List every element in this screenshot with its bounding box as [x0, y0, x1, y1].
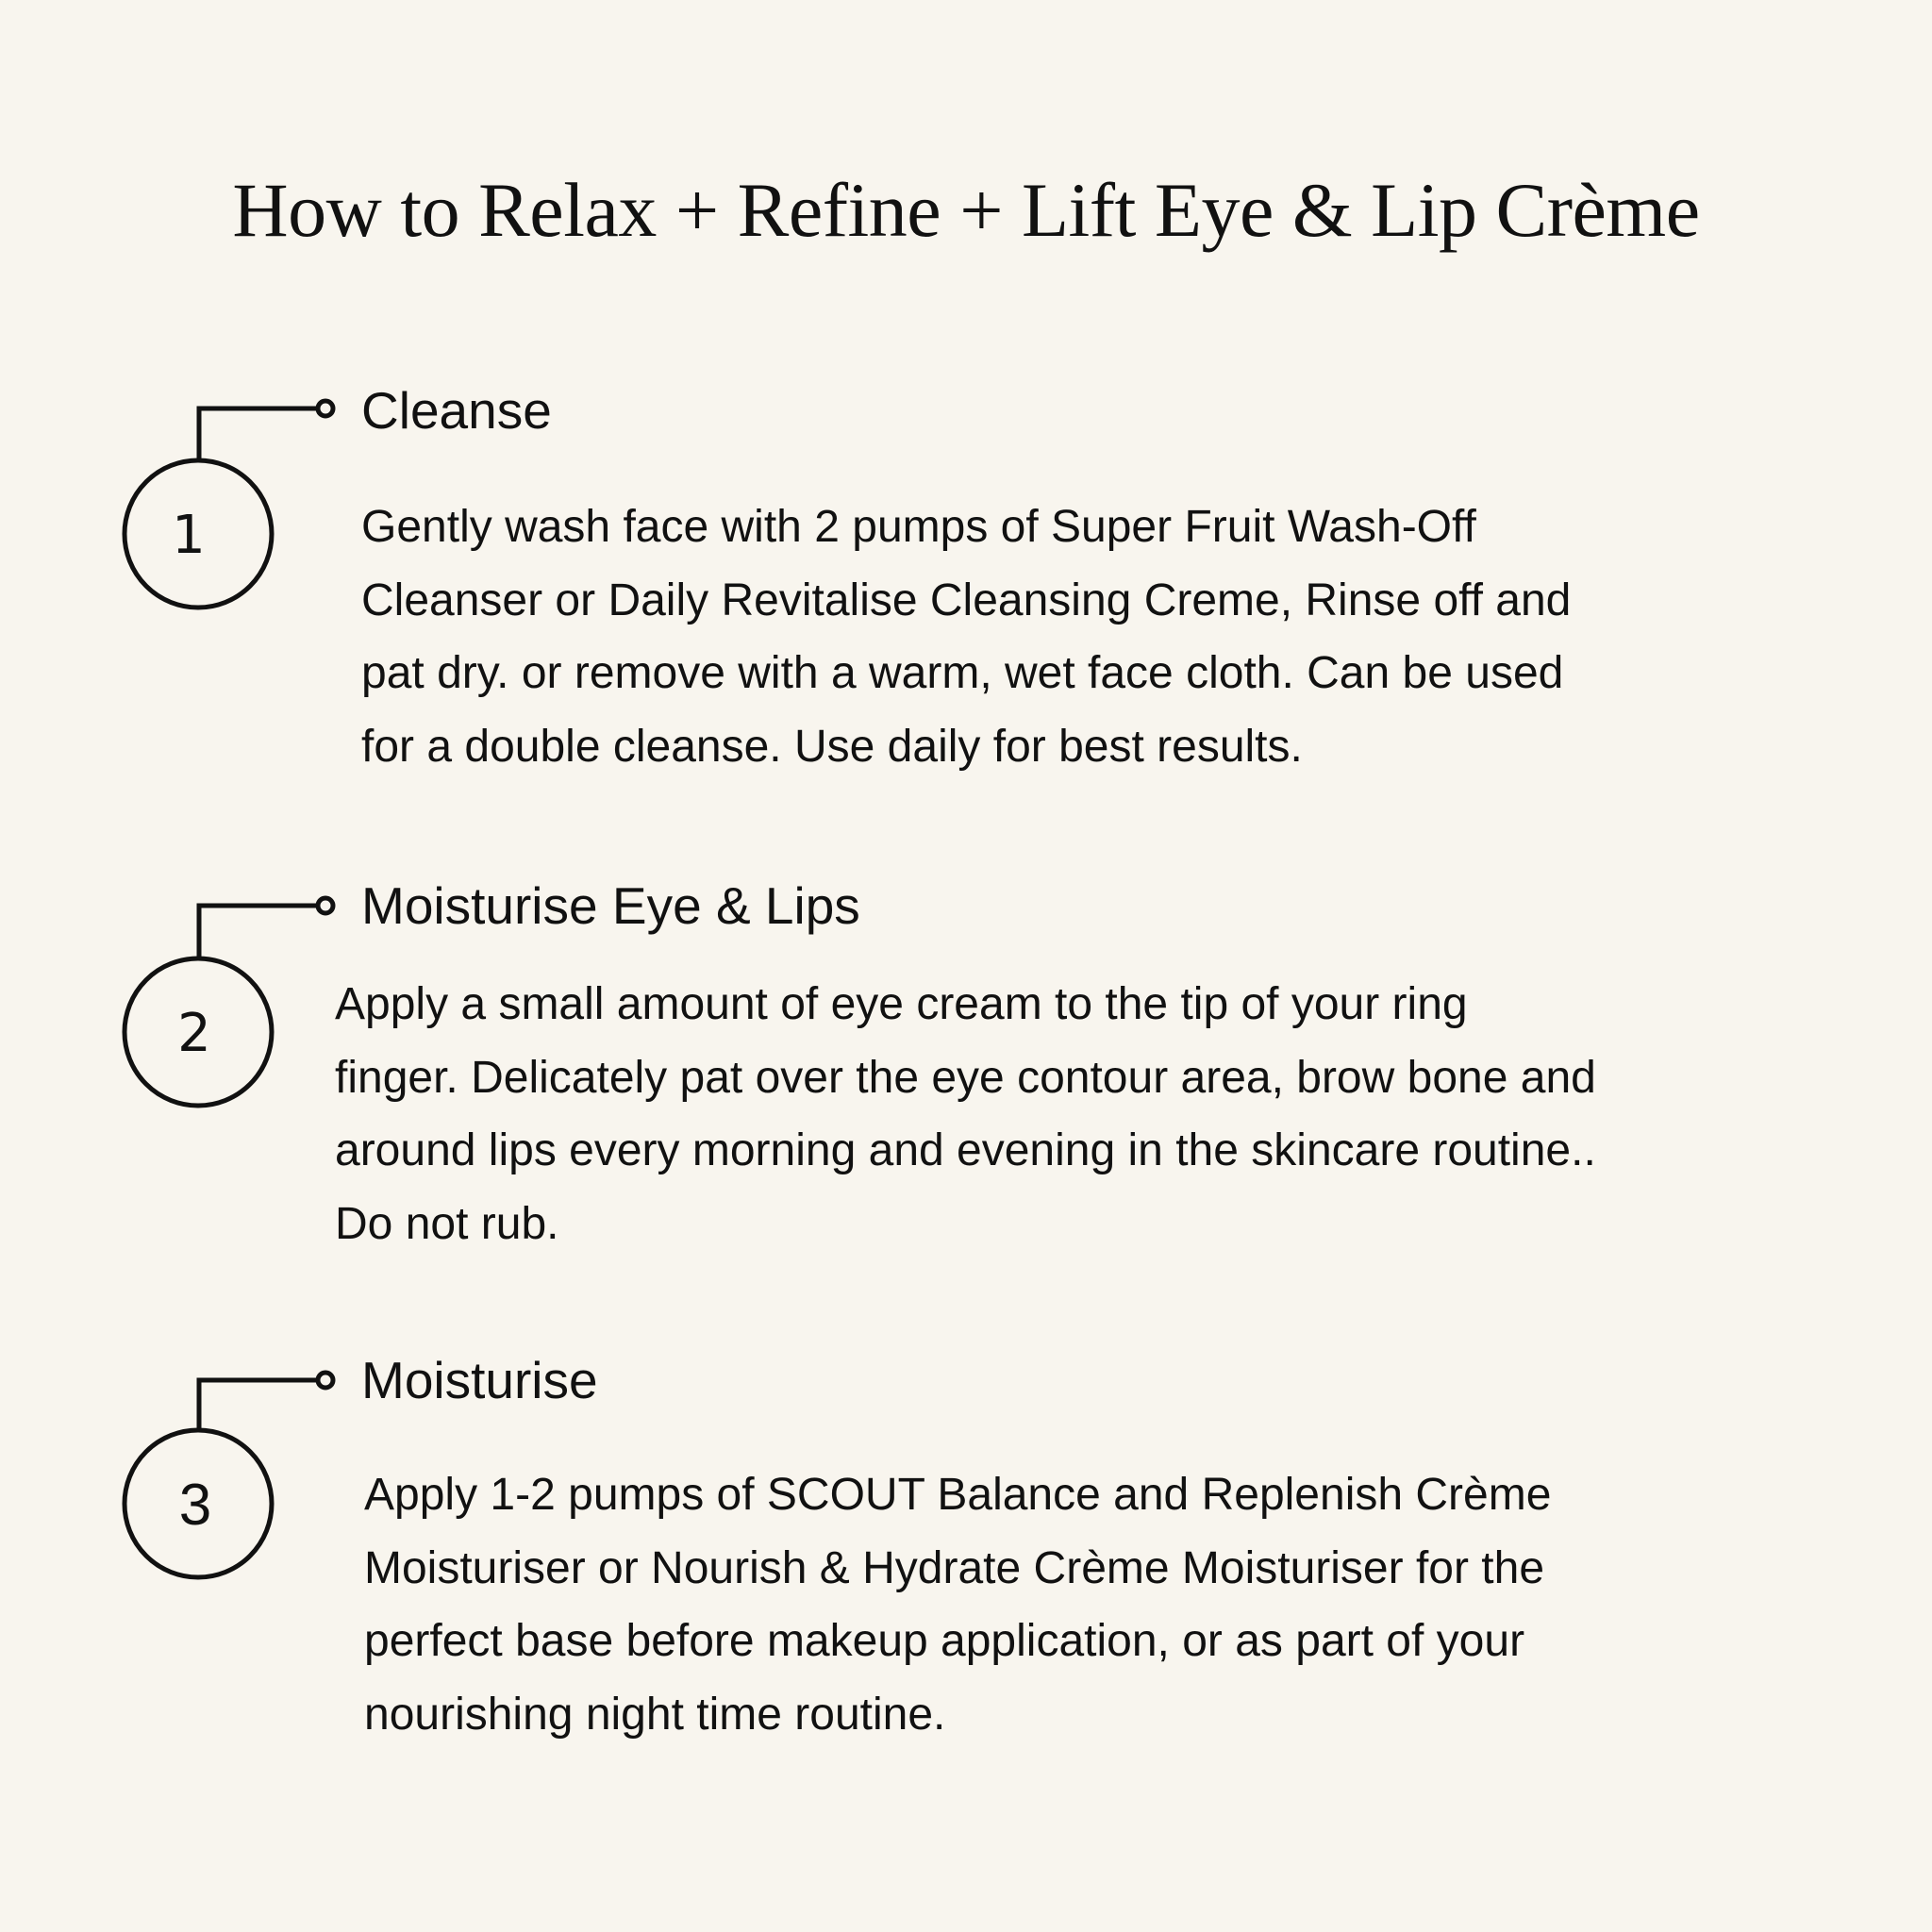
step-3-number-circle-icon	[0, 0, 377, 1698]
step-1-body-line: Cleanser or Daily Revitalise Cleansing Creme, Rinse off and	[361, 575, 1572, 625]
step-1-number: 1	[172, 505, 206, 566]
step-2-body-line: Do not rub.	[335, 1198, 559, 1249]
step-2-body	[335, 968, 1596, 1260]
step-2-body-line: finger. Delicately pat over the eye contour area, brow bone and	[335, 1052, 1596, 1103]
step-2-heading: Moisturise Eye & Lips	[361, 876, 860, 935]
step-2-body-line: Apply a small amount of eye cream to the tip of your ring	[335, 979, 1468, 1029]
step-3-body-line: Apply 1-2 pumps of SCOUT Balance and Replenish Crème	[364, 1470, 1552, 1520]
step-3-body-line: Moisturiser or Nourish & Hydrate Crème Moisturiser for the	[364, 1542, 1545, 1593]
step-1-body-line: Gently wash face with 2 pumps of Super Fruit Wash-Off	[361, 502, 1476, 552]
step-3-body	[364, 1458, 1551, 1751]
step-3-heading: Moisturise	[361, 1351, 598, 1409]
step-1-heading: Cleanse	[361, 381, 552, 440]
step-2-number: 2	[177, 1003, 211, 1064]
step-3-number: 3	[178, 1473, 212, 1538]
page-title: How to Relax + Refine + Lift Eye & Lip Crème	[232, 167, 1700, 253]
step-1-body	[361, 491, 1571, 783]
step-3-body-line: perfect base before makeup application, or as part of your	[364, 1616, 1525, 1666]
step-2-body-line: around lips every morning and evening in the skincare routine..	[335, 1125, 1596, 1175]
step-1-body-line: pat dry. or remove with a warm, wet face cloth. Can be used	[361, 648, 1564, 698]
step-1-body-line: for a double cleanse. Use daily for best results.	[361, 721, 1303, 772]
step-3-body-line: nourishing night time routine.	[364, 1689, 946, 1740]
